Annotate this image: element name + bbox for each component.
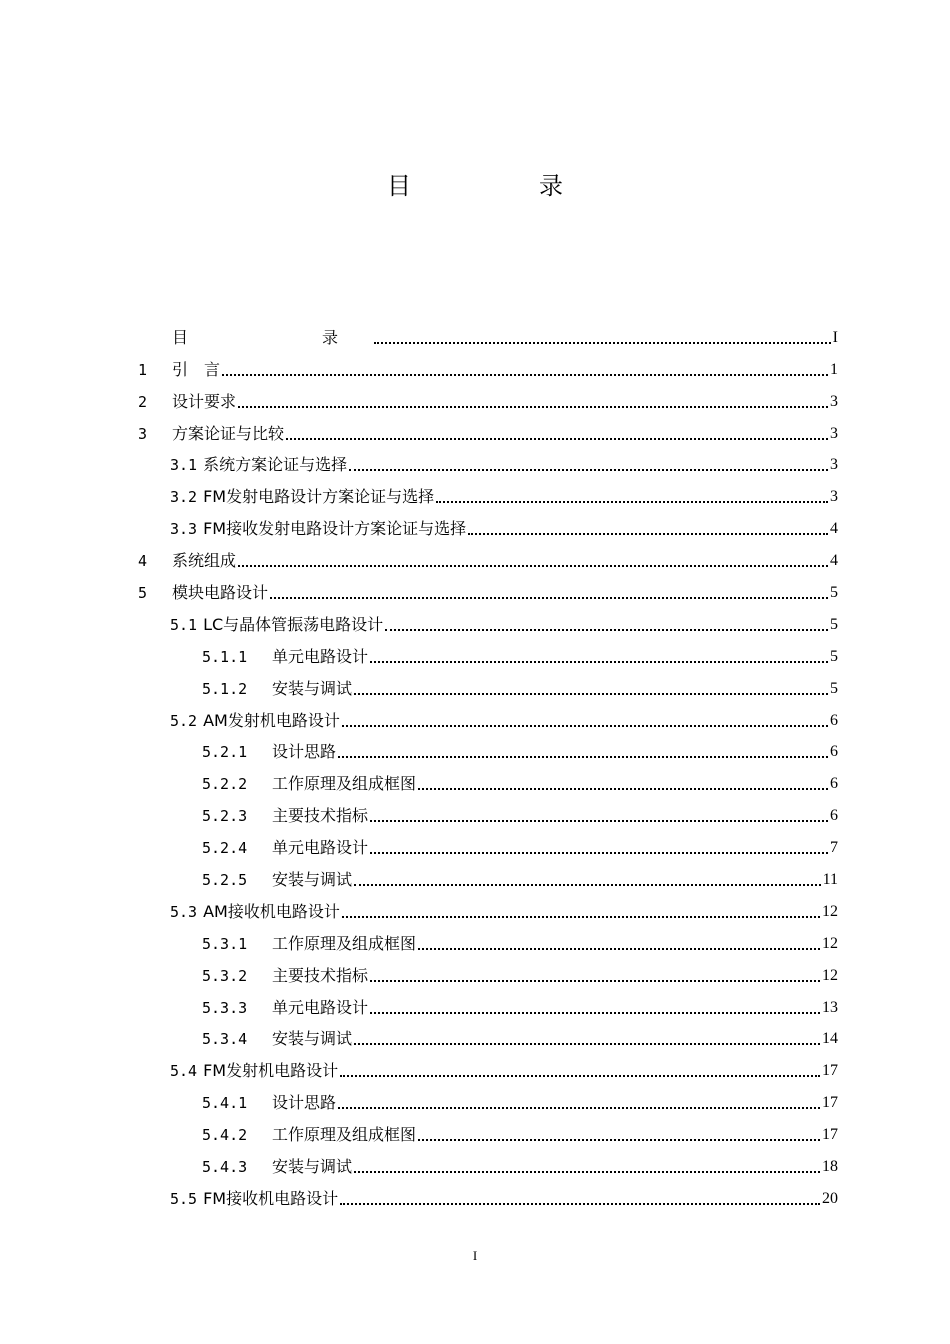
toc-dot-leader	[354, 1042, 820, 1045]
toc-entry[interactable]	[138, 507, 838, 539]
toc-entry-page: 4	[830, 552, 838, 570]
toc-entry-page: 7	[830, 839, 838, 857]
toc-entry-number: 5.3.1	[202, 934, 248, 953]
toc-entry-page: 3	[830, 424, 838, 442]
toc-entry-title: 方案论证与比较	[172, 423, 285, 443]
toc-entry-number: 5.4.2	[202, 1126, 248, 1145]
toc-entry-page: 4	[830, 520, 838, 538]
toc-dot-leader	[342, 915, 820, 918]
toc-entry-title: 单元电路设计	[272, 646, 369, 666]
toc-dot-leader	[340, 1202, 820, 1205]
toc-entry-page: 17	[822, 1062, 838, 1080]
toc-entry-title: 单元电路设计	[272, 997, 369, 1017]
toc-entry-number: 5.3	[170, 902, 198, 921]
toc-entry-title: 安装与调试	[272, 1157, 353, 1177]
toc-entry-page: 5	[830, 679, 838, 697]
toc-entry-page: 6	[830, 775, 838, 793]
toc-entry-number: 5.4	[170, 1062, 198, 1081]
toc-entry[interactable]	[138, 826, 838, 858]
toc-entry-title: 设计思路	[272, 1093, 337, 1113]
toc-entry[interactable]	[138, 603, 838, 635]
toc-entry-number: 3.3	[170, 520, 198, 539]
toc-entry[interactable]	[138, 475, 838, 507]
toc-entry[interactable]	[138, 794, 838, 826]
toc-entry-page: 20	[822, 1189, 838, 1207]
toc-entry-title: 设计思路	[272, 742, 337, 762]
toc-dot-leader	[370, 851, 828, 854]
toc-entry-number: 5.4.3	[202, 1158, 248, 1177]
toc-entry-number: 5.2.4	[202, 839, 248, 858]
toc-entry[interactable]	[138, 667, 838, 699]
toc-dot-leader	[354, 692, 828, 695]
toc-entry-title: LC与晶体管振荡电路设计	[203, 614, 384, 634]
toc-entry-page: 6	[830, 807, 838, 825]
toc-entry-page: 5	[830, 615, 838, 633]
toc-entry[interactable]	[138, 731, 838, 763]
toc-entry[interactable]	[138, 922, 838, 954]
toc-entry-number: 4	[138, 552, 148, 571]
toc-dot-leader	[468, 532, 828, 535]
toc-entry-title: FM发射机电路设计	[203, 1061, 339, 1081]
toc-entry-title: 目 录	[172, 327, 373, 347]
toc-entry-number: 5	[138, 584, 148, 603]
toc-dot-leader	[418, 1138, 820, 1141]
toc-entry-page: 12	[822, 902, 838, 920]
toc-entry-title: AM接收机电路设计	[203, 901, 340, 921]
toc-dot-leader	[354, 883, 821, 886]
toc-dot-leader	[354, 1170, 820, 1173]
toc-entry-page: 13	[822, 998, 838, 1016]
toc-dot-leader	[338, 1106, 820, 1109]
toc-entry[interactable]	[138, 539, 838, 571]
toc-entry-page: 17	[822, 1094, 838, 1112]
toc-entry-page: 5	[830, 647, 838, 665]
toc-entry-number: 5.5	[170, 1189, 198, 1208]
toc-dot-leader	[238, 405, 828, 408]
toc-dot-leader	[370, 1011, 820, 1014]
toc-entry-number: 5.2.2	[202, 775, 248, 794]
toc-entry-title: FM接收机电路设计	[203, 1188, 339, 1208]
toc-entry-title: 主要技术指标	[272, 965, 369, 985]
toc-entry[interactable]	[138, 412, 838, 444]
toc-entry[interactable]	[138, 1049, 838, 1081]
toc-dot-leader	[370, 660, 828, 663]
toc-entry-number: 2	[138, 392, 148, 411]
toc-entry-title: 安装与调试	[272, 870, 353, 890]
toc-entry-number: 5.2.5	[202, 871, 248, 890]
toc-entry[interactable]	[138, 1177, 838, 1209]
toc-entry-page: 6	[830, 711, 838, 729]
toc-entry-page: 18	[822, 1158, 838, 1176]
toc-entry[interactable]	[138, 316, 838, 348]
footer-page-number: I	[472, 1248, 478, 1263]
toc-dot-leader	[374, 341, 831, 344]
toc-entry-page: 3	[830, 392, 838, 410]
table-of-contents	[138, 316, 838, 1209]
toc-entry[interactable]	[138, 1145, 838, 1177]
toc-entry[interactable]	[138, 444, 838, 476]
toc-entry-number: 5.2.1	[202, 743, 248, 762]
toc-entry-number: 5.4.1	[202, 1094, 248, 1113]
toc-entry-page: 1	[830, 360, 838, 378]
toc-dot-leader	[385, 628, 828, 631]
toc-entry-page: I	[832, 328, 838, 346]
toc-dot-leader	[418, 787, 828, 790]
toc-entry-number: 5.3.2	[202, 966, 248, 985]
toc-dot-leader	[349, 468, 828, 471]
toc-entry-page: 3	[830, 488, 838, 506]
toc-entry-title: FM发射电路设计方案论证与选择	[203, 487, 435, 507]
toc-dot-leader	[418, 947, 820, 950]
toc-entry-number: 3.2	[170, 488, 198, 507]
toc-entry[interactable]	[138, 380, 838, 412]
toc-entry-page: 11	[822, 871, 838, 889]
toc-dot-leader	[370, 979, 820, 982]
toc-dot-leader	[342, 724, 828, 727]
toc-entry-page: 17	[822, 1126, 838, 1144]
toc-entry-number: 3.1	[170, 456, 198, 475]
toc-entry-number: 5.3.4	[202, 1030, 248, 1049]
toc-entry[interactable]	[138, 1081, 838, 1113]
toc-entry[interactable]	[138, 762, 838, 794]
toc-dot-leader	[338, 755, 828, 758]
toc-dot-leader	[436, 500, 828, 503]
toc-entry[interactable]	[138, 635, 838, 667]
toc-entry-title: 工作原理及组成框图	[272, 933, 417, 953]
toc-entry-title: 工作原理及组成框图	[272, 1125, 417, 1145]
toc-entry[interactable]	[138, 986, 838, 1018]
toc-dot-leader	[270, 596, 828, 599]
toc-entry-number: 5.1.2	[202, 679, 248, 698]
toc-entry[interactable]	[138, 890, 838, 922]
toc-entry-page: 6	[830, 743, 838, 761]
toc-entry-title: 引 言	[172, 359, 221, 379]
toc-entry-number: 1	[138, 360, 148, 379]
toc-entry-title: 主要技术指标	[272, 806, 369, 826]
toc-entry-number: 5.2.3	[202, 807, 248, 826]
toc-entry-page: 12	[822, 966, 838, 984]
toc-entry-number: 5.1	[170, 615, 198, 634]
toc-dot-leader	[370, 819, 828, 822]
toc-entry-title: AM发射机电路设计	[203, 710, 340, 730]
toc-entry-number: 3	[138, 424, 148, 443]
toc-entry-title: 模块电路设计	[172, 583, 269, 603]
toc-entry[interactable]	[138, 699, 838, 731]
toc-entry[interactable]	[138, 1113, 838, 1145]
toc-dot-leader	[222, 373, 828, 376]
toc-entry-title: 工作原理及组成框图	[272, 774, 417, 794]
toc-entry-page: 12	[822, 934, 838, 952]
toc-entry-title: 系统方案论证与选择	[203, 455, 348, 475]
toc-entry-number: 5.2	[170, 711, 198, 730]
toc-entry[interactable]	[138, 348, 838, 380]
toc-entry-title: 安装与调试	[272, 1029, 353, 1049]
toc-entry[interactable]	[138, 571, 838, 603]
page-title: 目 录	[387, 172, 615, 200]
toc-entry[interactable]	[138, 1018, 838, 1050]
toc-entry-page: 5	[830, 584, 838, 602]
toc-dot-leader	[238, 564, 828, 567]
toc-entry-title: 单元电路设计	[272, 838, 369, 858]
toc-entry-number: 5.3.3	[202, 998, 248, 1017]
toc-entry-title: 安装与调试	[272, 678, 353, 698]
toc-entry-title: 系统组成	[172, 551, 237, 571]
toc-entry[interactable]	[138, 954, 838, 986]
toc-entry-title: FM接收发射电路设计方案论证与选择	[203, 519, 467, 539]
toc-entry-page: 14	[822, 1030, 838, 1048]
toc-entry[interactable]	[138, 858, 838, 890]
toc-entry-number: 5.1.1	[202, 647, 248, 666]
toc-entry-title: 设计要求	[172, 391, 237, 411]
toc-dot-leader	[286, 437, 828, 440]
toc-dot-leader	[340, 1074, 820, 1077]
toc-entry-page: 3	[830, 456, 838, 474]
